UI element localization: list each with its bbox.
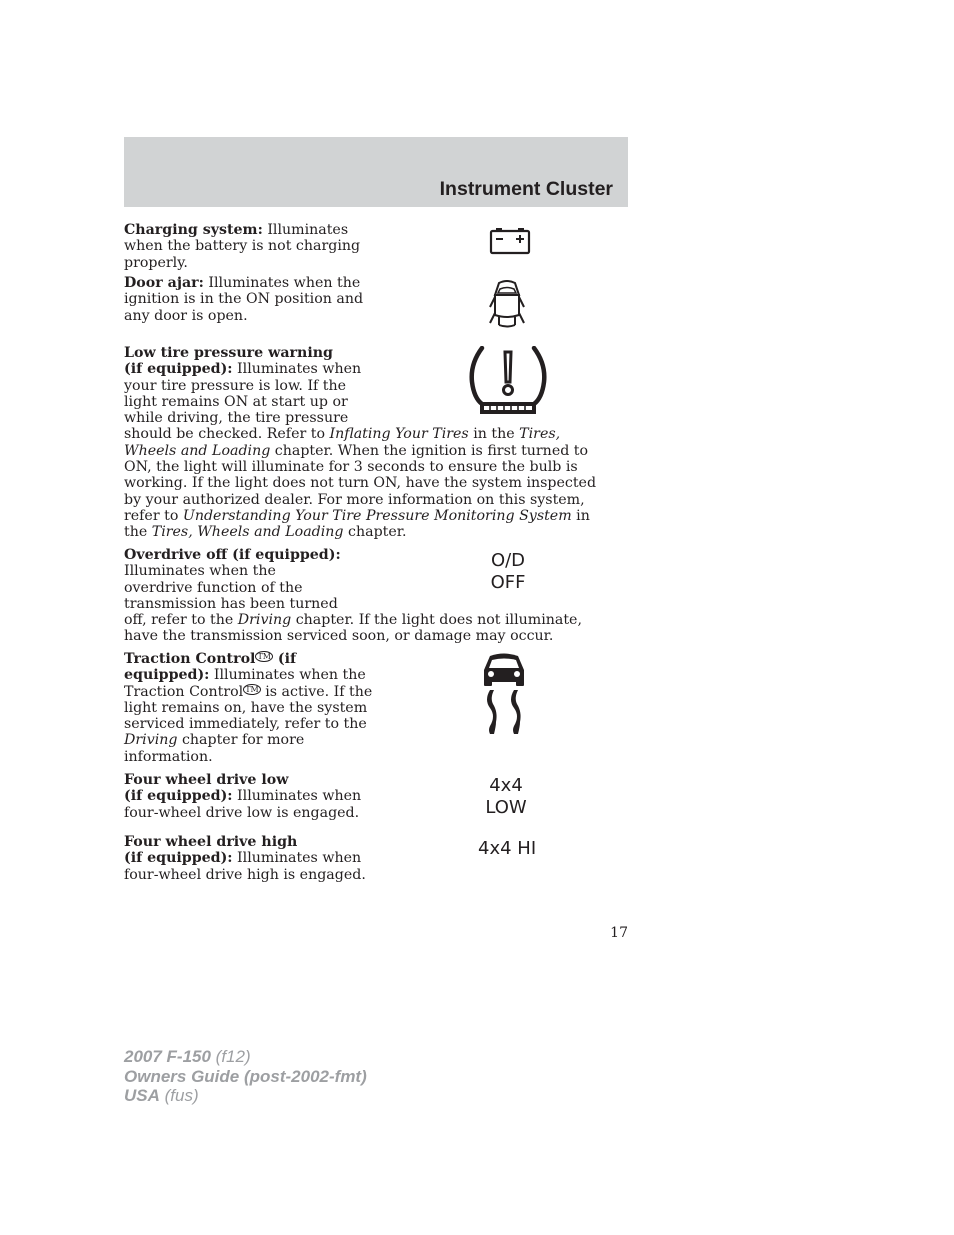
tire-pressure-desc-2: in the: [468, 426, 520, 443]
fwd-low-icon-line1: 4x4: [489, 775, 523, 796]
footer-line-1: [124, 1047, 367, 1067]
fwd-high-icon: 4x4 HI: [478, 838, 537, 859]
traction-control-icon: [480, 652, 528, 736]
door-ajar-text: [124, 275, 364, 324]
tire-pressure-desc-1: Illuminates when your tire pressure is low. If the light remains ON at start up or while driving, the tire pressure should be checked. Refer to: [124, 361, 362, 443]
fwd-low-text: [124, 772, 374, 821]
tire-pressure-icon: [468, 346, 548, 416]
battery-icon: [489, 227, 531, 255]
overdrive-icon-line1: O/D: [490, 550, 526, 571]
page-number: 17: [610, 925, 628, 941]
traction-control-desc-1: Illuminates when the Traction Control: [124, 667, 366, 700]
footer-model-code: (f12): [210, 1047, 251, 1066]
traction-control-desc-2: is active. If the light remains on, have the system serviced immediately, refer to the: [124, 683, 373, 733]
tire-pressure-ref-3: Understanding Your Tire Pressure Monitoring System: [182, 507, 572, 524]
footer-market-code: (fus): [159, 1086, 199, 1105]
fwd-low-title: Four wheel drive low: [124, 772, 289, 788]
traction-control-ref: Driving: [124, 732, 178, 749]
door-ajar-icon: [489, 279, 525, 331]
overdrive-text: [124, 547, 614, 645]
tire-pressure-ref-1: Inflating Your Tires: [329, 426, 469, 443]
traction-control-title: Traction Control: [124, 651, 256, 667]
door-ajar-title: Door ajar:: [124, 275, 204, 291]
footer-line-2: [124, 1067, 367, 1087]
footer-market: USA: [124, 1086, 160, 1105]
page-title: Instrument Cluster: [439, 178, 613, 200]
tire-pressure-desc-5: chapter.: [343, 524, 407, 541]
footer-line-3: [124, 1086, 367, 1106]
tire-pressure-desc-3: chapter. When the ignition is first turned to ON, the light will illuminate for 3 seconds to ensure the bulb is working. If the light does not turn ON, have the system inspected by your authorized dealer. For more information on this system, refer to: [124, 442, 597, 524]
tire-pressure-title: Low tire pressure warning: [124, 345, 333, 361]
charging-system-title: Charging system:: [124, 222, 263, 238]
overdrive-title: Overdrive off (if equipped):: [124, 547, 341, 563]
footer-model: 2007 F-150: [124, 1047, 211, 1066]
fwd-low-if-equipped: (if equipped):: [124, 788, 233, 805]
traction-control-if-equipped: (if equipped):: [124, 651, 297, 684]
tire-pressure-if-equipped: (if equipped):: [124, 361, 233, 378]
overdrive-desc-2: chapter. If the light does not illuminate, have the transmission serviced soon, or damage may occur.: [124, 612, 582, 645]
header-bar: [124, 137, 628, 207]
footer-guide: Owners Guide (post-2002-fmt): [124, 1066, 367, 1086]
door-ajar-description: Illuminates when the ignition is in the ON position and any door is open.: [124, 275, 364, 324]
overdrive-icon-line2: OFF: [490, 572, 526, 593]
overdrive-ref: Driving: [237, 612, 292, 629]
fwd-high-title: Four wheel drive high: [124, 834, 298, 850]
tire-pressure-ref-2: Tires, Wheels and Loading: [124, 426, 561, 459]
charging-system-text: [124, 222, 384, 271]
document-footer: [124, 1047, 367, 1106]
fwd-low-icon-line2: LOW: [485, 797, 527, 818]
overdrive-desc-1: Illuminates when the overdrive function of the transmission has been turned off, refer to the: [124, 563, 338, 629]
charging-system-description: Illuminates when the battery is not charging properly.: [124, 222, 361, 271]
tire-pressure-desc-4: in the: [124, 507, 590, 541]
overdrive-off-icon: [478, 550, 538, 594]
fwd-high-description: Illuminates when four-wheel drive high is engaged.: [124, 850, 366, 883]
fwd-low-icon: [476, 775, 536, 819]
trademark-mark: TM: [257, 652, 271, 661]
traction-control-text: [124, 651, 374, 765]
tire-pressure-ref-4: Tires, Wheels and Loading: [151, 524, 344, 541]
trademark-mark: TM: [245, 684, 259, 694]
fwd-high-text: [124, 834, 374, 883]
fwd-high-if-equipped: (if equipped):: [124, 850, 233, 867]
traction-control-desc-3: chapter for more information.: [124, 732, 305, 765]
fwd-low-description: Illuminates when four-wheel drive low is engaged.: [124, 788, 362, 821]
